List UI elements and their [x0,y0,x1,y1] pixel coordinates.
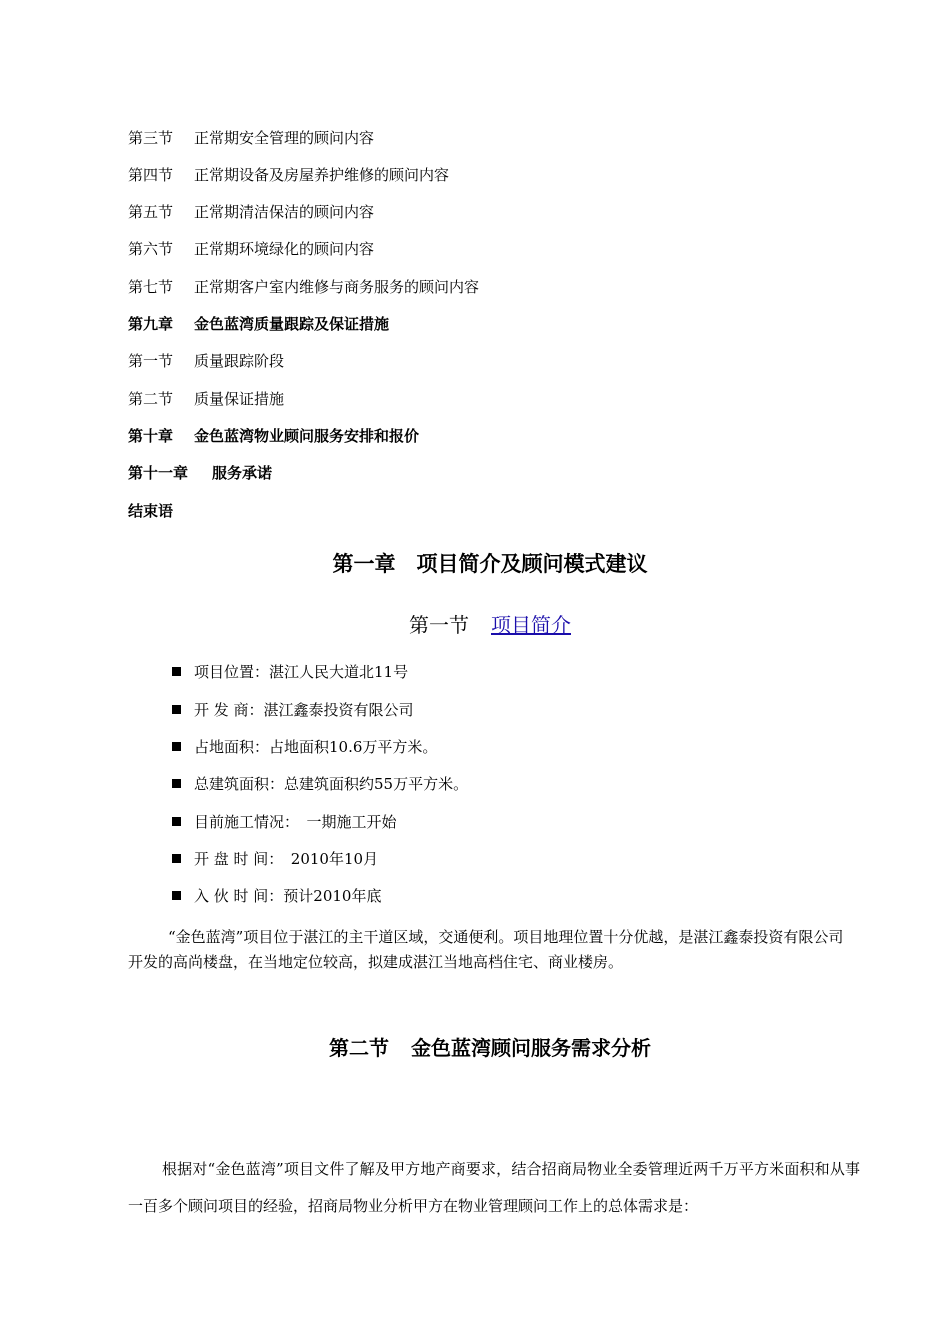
list-item-text: 占地面积：占地面积10.6万平方米。 [194,738,438,756]
toc-item [128,501,173,521]
list-item-text: 目前施工情况： 一期施工开始 [194,813,397,831]
list-item [172,662,408,682]
section-heading [0,611,950,639]
toc-num: 第十章 [128,427,174,445]
square-bullet-icon [172,667,181,676]
toc-num: 第一节 [128,352,174,370]
toc-num: 第二节 [128,390,174,408]
list-item [172,849,378,869]
toc-num: 第三节 [128,129,174,147]
toc-num: 第十一章 [128,464,189,482]
list-item-text: 开 盘 时 间： 2010年10月 [194,850,379,868]
toc-item [128,239,374,259]
toc-title: 正常期清洁保洁的顾问内容 [194,203,375,221]
toc-item [128,389,284,409]
toc-item [128,277,479,297]
toc-title: 质量保证措施 [194,390,285,408]
toc-title: 正常期环境绿化的顾问内容 [194,240,375,258]
toc-title: 服务承诺 [212,464,273,482]
toc-title: 正常期设备及房屋养护维修的顾问内容 [194,166,450,184]
section-title-link[interactable]: 项目简介 [491,613,571,637]
section-number: 第一节 [409,613,469,637]
list-item [172,737,437,757]
toc-item [128,426,419,446]
list-item [172,886,381,906]
toc-num: 第五节 [128,203,174,221]
section-title: 金色蓝湾顾问服务需求分析 [411,1036,651,1060]
toc-title: 正常期安全管理的顾问内容 [194,129,375,147]
intro-paragraph: “金色蓝湾”项目位于湛江的主干道区域，交通便利。项目地理位置十分优越，是湛江鑫泰投资有限公司开发的高尚楼盘，在当地定位较高，拟建成湛江当地高档住宅、商业楼房。 [128,928,844,971]
list-item-text: 总建筑面积：总建筑面积约55万平方米。 [194,775,469,793]
toc-title: 正常期客户室内维修与商务服务的顾问内容 [194,278,480,296]
toc-title: 质量跟踪阶段 [194,352,285,370]
square-bullet-icon [172,891,181,900]
toc-item [128,463,272,483]
analysis-paragraph: 根据对“金色蓝湾”项目文件了解及甲方地产商要求，结合招商局物业全委管理近两千万平方米面积和从事一百多个顾问项目的经验，招商局物业分析甲方在物业管理顾问工作上的总体需求是： [128,1160,860,1215]
toc-item [128,351,284,371]
section-heading [0,1034,950,1062]
square-bullet-icon [172,854,181,863]
square-bullet-icon [172,779,181,788]
toc-title: 金色蓝湾质量跟踪及保证措施 [194,315,390,333]
toc-title: 金色蓝湾物业顾问服务安排和报价 [194,427,420,445]
toc-num: 第七节 [128,278,174,296]
list-item-text: 开 发 商：湛江鑫泰投资有限公司 [194,701,414,719]
toc-item [128,165,449,185]
square-bullet-icon [172,705,181,714]
list-item [172,700,414,720]
square-bullet-icon [172,817,181,826]
toc-item [128,128,374,148]
toc-num: 第九章 [128,315,174,333]
toc-num: 第六节 [128,240,174,258]
toc-num: 第四节 [128,166,174,184]
toc-item [128,202,374,222]
list-item-text: 入 伙 时 间：预计2010年底 [194,887,382,905]
list-item [172,812,397,832]
section-number: 第二节 [329,1036,389,1060]
toc-num: 结束语 [128,502,174,520]
list-item [172,774,468,794]
list-item-text: 项目位置：湛江人民大道北11号 [194,663,409,681]
chapter-heading: 第一章 项目简介及顾问模式建议 [332,551,648,576]
toc-item [128,314,389,334]
square-bullet-icon [172,742,181,751]
